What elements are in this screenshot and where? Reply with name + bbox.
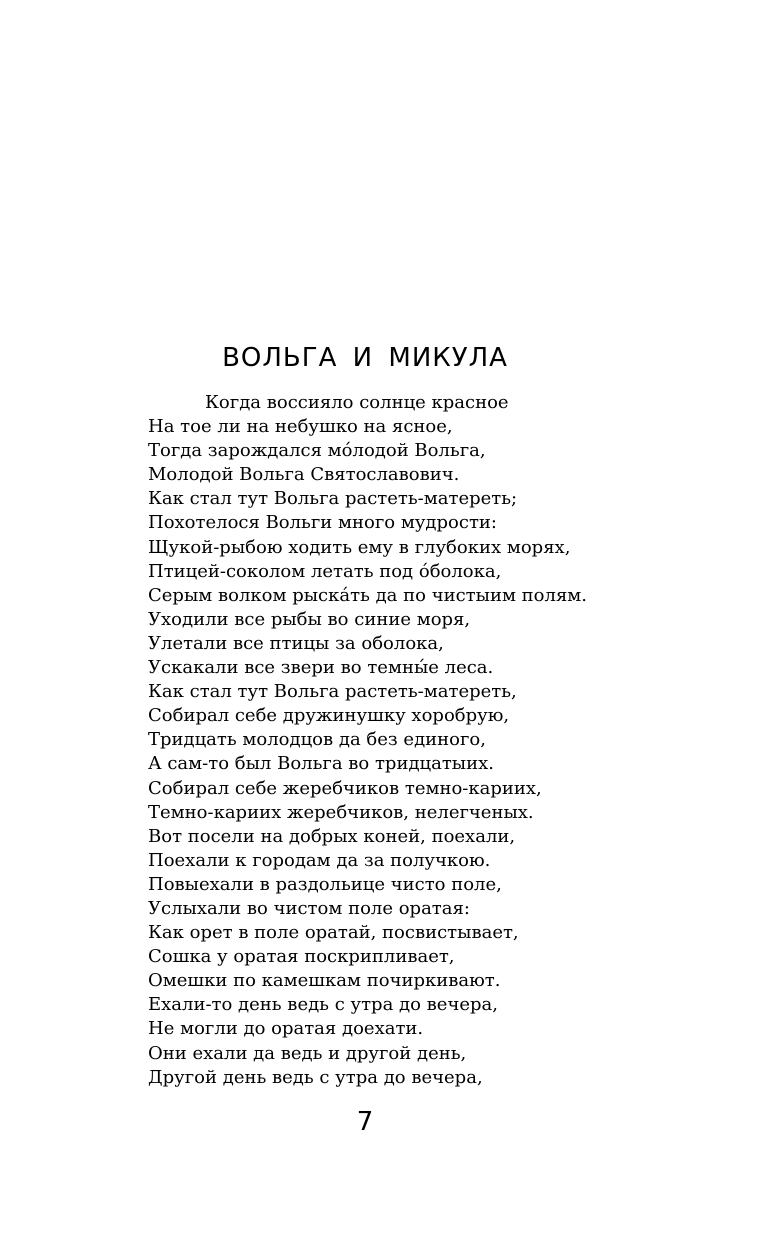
- poem-line: Собирал себе дружинушку хоробрую,: [148, 705, 510, 727]
- poem-line: Тридцать молодцов да без единого,: [148, 729, 486, 751]
- poem-line: Серым волком рыска́ть да по чистыим полям.: [148, 584, 588, 606]
- poem-line: Уходили все рыбы во синие моря,: [148, 608, 471, 630]
- poem-line: Сошка у оратая поскрипливает,: [148, 946, 455, 968]
- poem-line: Как стал тут Вольга растеть-матереть;: [148, 488, 518, 510]
- poem-line: А сам-то был Вольга во тридцатыих.: [148, 753, 494, 775]
- poem-line: Собирал себе жеребчиков темно-кариих,: [148, 777, 542, 799]
- poem-line: Повыехали в раздольице чисто поле,: [148, 873, 502, 895]
- poem-line: Тогда зарождался мо́лодой Вольга,: [148, 440, 486, 462]
- poem-line: Они ехали да ведь и другой день,: [148, 1042, 467, 1064]
- poem-line: Когда воссияло солнце красное: [205, 392, 509, 413]
- poem-line: Улетали все птицы за оболока,: [148, 632, 444, 654]
- poem-body: [148, 391, 748, 1090]
- poem-line: Щукой-рыбою ходить ему в глубоких морях,: [148, 536, 571, 558]
- poem-line: Услыхали во чистом поле оратая:: [148, 897, 470, 919]
- poem-line: Вот посели на добрых коней, поехали,: [148, 825, 516, 847]
- poem-line: Как стал тут Вольга растеть-матереть,: [148, 681, 517, 703]
- poem-title: ВОЛЬГА И МИКУЛА: [222, 343, 508, 373]
- poem-line: Птицей-соколом летать под о́болока,: [148, 560, 502, 582]
- poem-line: Омешки по камешкам почиркивают.: [148, 970, 501, 992]
- poem-line: Ускакали все звери во темны́е леса.: [148, 657, 494, 679]
- poem-line: Поехали к городам да за получкою.: [148, 849, 491, 871]
- poem-line: Похотелося Вольги много мудрости:: [148, 512, 497, 534]
- poem-line: Молодой Вольга Святославович.: [148, 464, 460, 486]
- page-number: 7: [356, 1107, 374, 1137]
- poem-line: Ехали-то день ведь с утра до вечера,: [148, 994, 498, 1016]
- poem-line: Темно-кариих жеребчиков, нелегченых.: [148, 801, 534, 823]
- poem-line: Не могли до оратая доехати.: [148, 1018, 424, 1040]
- poem-line: На тое ли на небушко на ясное,: [148, 416, 453, 438]
- poem-line: Другой день ведь с утра до вечера,: [148, 1066, 483, 1088]
- poem-line: Как орет в поле оратай, посвистывает,: [148, 922, 519, 944]
